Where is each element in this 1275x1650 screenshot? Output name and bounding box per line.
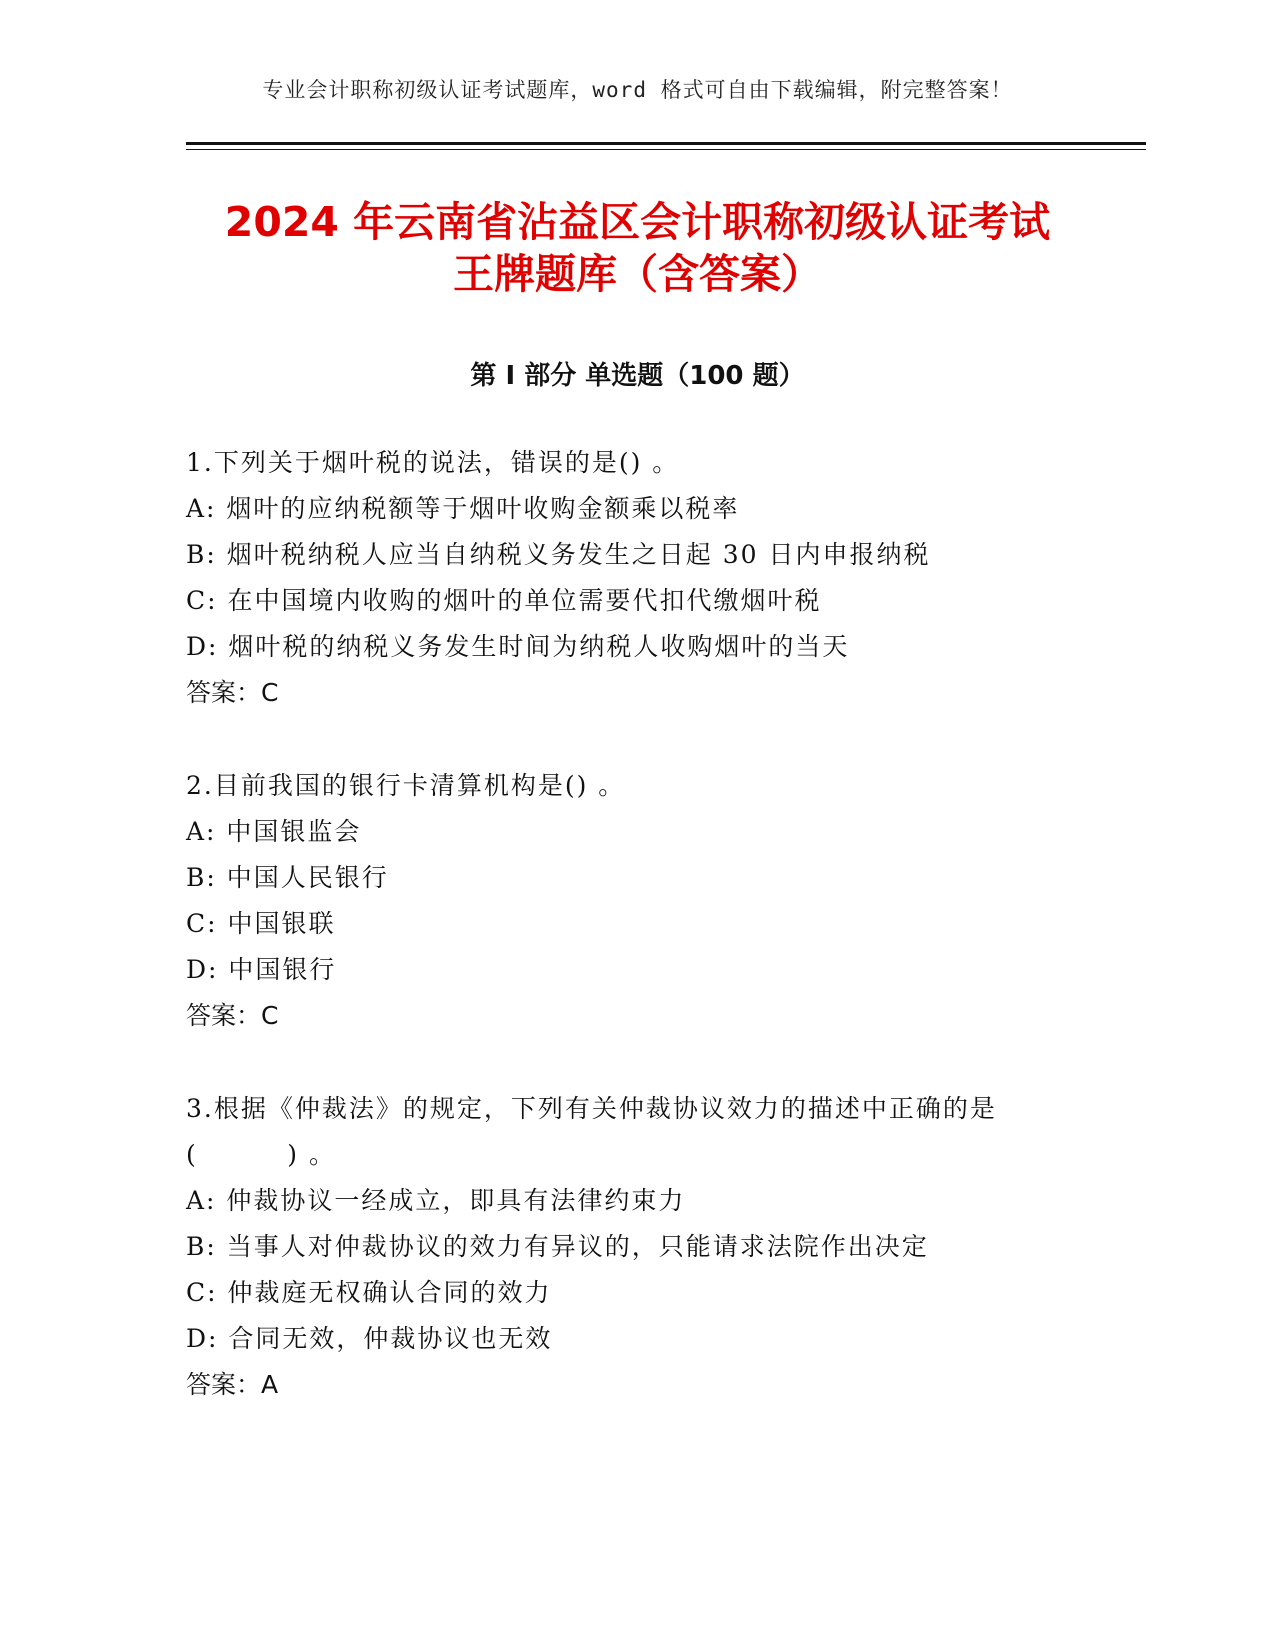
option-c: C: 中国银联 <box>186 909 336 938</box>
option-d: D: 烟叶税的纳税义务发生时间为纳税人收购烟叶的当天 <box>186 632 850 661</box>
option-b: B: 当事人对仲裁协议的效力有异议的，只能请求法院作出决定 <box>186 1232 929 1261</box>
option-c: C: 仲裁庭无权确认合同的效力 <box>186 1278 552 1307</box>
section-title: 第 I 部分 单选题（100 题） <box>470 361 805 391</box>
option-b: B: 烟叶税纳税人应当自纳税义务发生之日起 30 日内申报纳税 <box>186 540 931 569</box>
question-1 <box>186 440 1086 716</box>
document-title-line-2: 王牌题库（含答案） <box>453 250 822 298</box>
option-a: A: 仲裁协议一经成立，即具有法律约束力 <box>186 1186 686 1215</box>
option-c: C: 在中国境内收购的烟叶的单位需要代扣代缴烟叶税 <box>186 586 822 615</box>
option-a: A: 烟叶的应纳税额等于烟叶收购金额乘以税率 <box>186 494 740 523</box>
question-list <box>186 440 1086 1455</box>
option-b: B: 中国人民银行 <box>186 863 389 892</box>
header-divider-thin <box>186 149 1146 150</box>
question-stem: 2.目前我国的银行卡清算机构是() 。 <box>186 771 626 800</box>
option-d: D: 合同无效，仲裁协议也无效 <box>186 1324 553 1353</box>
option-d: D: 中国银行 <box>186 955 337 984</box>
answer: 答案：C <box>186 1001 279 1030</box>
document-title-line-1: 2024 年云南省沾益区会计职称初级认证考试 <box>224 198 1051 246</box>
question-stem: 1.下列关于烟叶税的说法，错误的是() 。 <box>186 448 680 477</box>
option-a: A: 中国银监会 <box>186 817 362 846</box>
question-3 <box>186 1086 1086 1408</box>
question-stem-continuation: ( ) 。 <box>186 1140 336 1169</box>
answer: 答案：C <box>186 678 279 707</box>
question-2 <box>186 763 1086 1039</box>
question-stem: 3.根据《仲裁法》的规定，下列有关仲裁协议效力的描述中正确的是 <box>186 1094 997 1123</box>
document-title <box>0 196 1275 300</box>
answer: 答案：A <box>186 1370 279 1399</box>
header-divider-thick <box>186 142 1146 145</box>
header-note: 专业会计职称初级认证考试题库，word 格式可自由下载编辑，附完整答案！ <box>262 78 1013 102</box>
